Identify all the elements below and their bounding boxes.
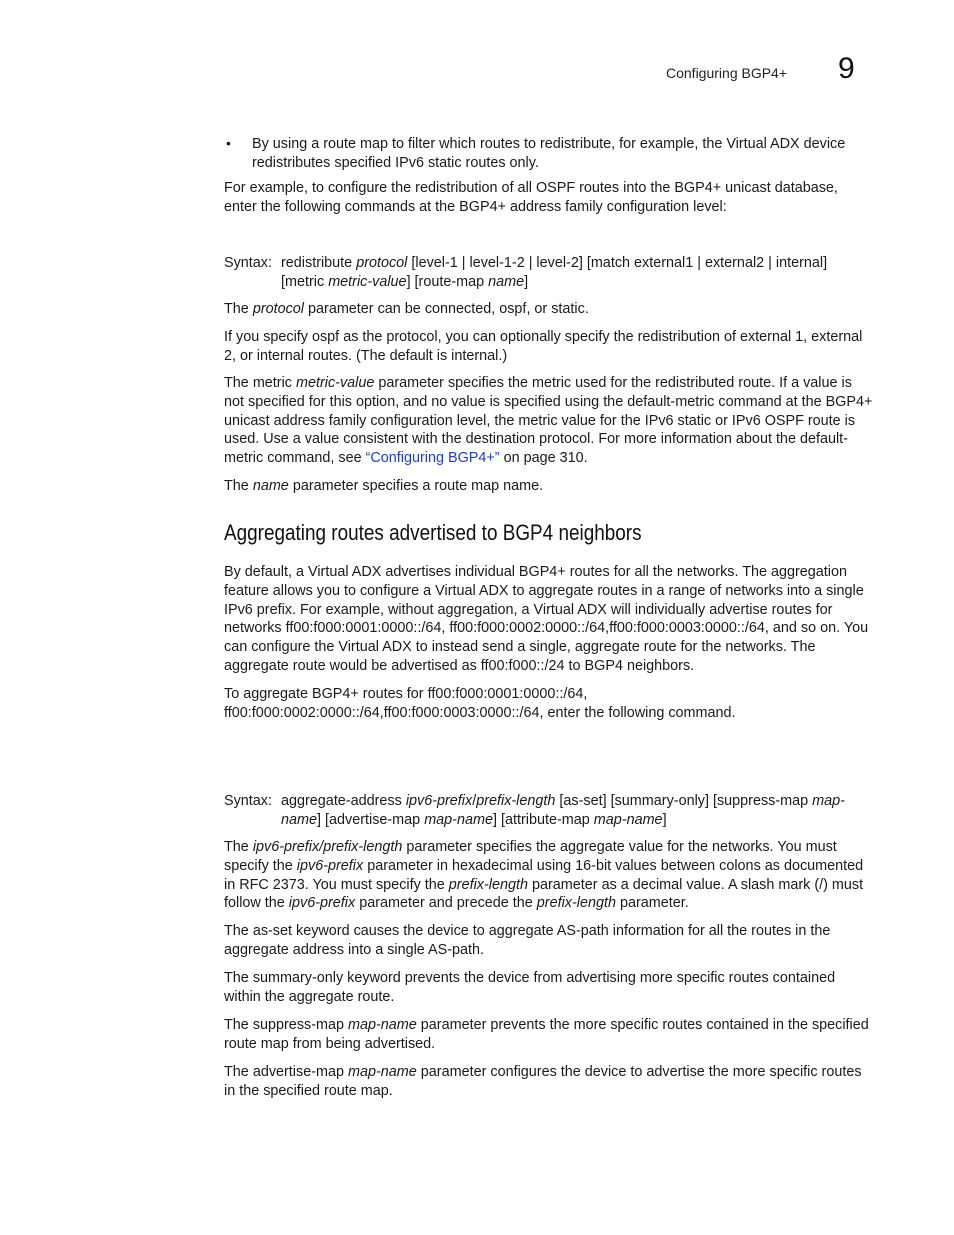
paragraph-advertise-map: The advertise-map map-name parameter configures the device to advertise the more specific routes in the specified route map. <box>224 1064 862 1099</box>
bullet-item: By using a route map to filter which routes to redistribute, for example, the Virtual ADX device redistributes specified IPv6 static routes only. <box>252 136 846 171</box>
syntax-aggregate-address <box>224 792 874 830</box>
configuring-bgp4-link[interactable]: “Configuring BGP4+” <box>365 450 500 467</box>
syntax-label: Syntax: <box>224 255 272 271</box>
paragraph-to-aggregate: To aggregate BGP4+ routes for ff00:f000:0001:0000::/64, ff00:f000:0002:0000::/64,ff00:f000:0003:0000::/64, enter the following command. <box>224 686 736 721</box>
paragraph-ospf: If you specify ospf as the protocol, you can optionally specify the redistribution of external 1, external 2, or internal routes. (The default is internal.) <box>224 329 863 364</box>
paragraph-metric: The metric metric-value parameter specifies the metric used for the redistributed route. If a value is not specified for this option, and no value is specified using the default-metric command at the BGP4+ unicast address family configuration level, the metric value for the IPv6 static or IPv6 OSPF route is used. Use a value consistent with the destination protocol. For more information about the default-metric command, see “Configuring BGP4+” on page 310. <box>224 375 873 467</box>
syntax-label: Syntax: <box>224 793 272 809</box>
running-header-title: Configuring BGP4+ <box>666 65 788 81</box>
paragraph-protocol: The protocol parameter can be connected, ospf, or static. <box>224 301 589 317</box>
syntax-body: redistribute protocol [level-1 | level-1-2 | level-2] [match external1 | external2 | internal] [metric metric-value] [route-map name] <box>281 255 828 290</box>
paragraph-as-set: The as-set keyword causes the device to aggregate AS-path information for all the routes in the aggregate address into a single AS-path. <box>224 923 831 958</box>
chapter-number: 9 <box>838 52 855 85</box>
paragraph-default: By default, a Virtual ADX advertises individual BGP4+ routes for all the networks. The aggregation feature allows you to configure a Virtual ADX to aggregate routes in a range of networks into a single IPv6 prefix. For example, without aggregation, a Virtual ADX will individually advertise routes for networks ff00:f000:0001:0000::/64, ff00:f000:0002:0000::/64,ff00:f000:0003:0000::/64, and so on. You can configure the Virtual ADX to instead send a single, aggregate route for the networks. The aggregate route would be advertised as ff00:f000::/24 to BGP4 neighbors. <box>224 564 869 674</box>
paragraph-summary-only: The summary-only keyword prevents the device from advertising more specific routes contained within the aggregate route. <box>224 970 836 1005</box>
section-heading: Aggregating routes advertised to BGP4 neighbors <box>224 520 642 545</box>
bullet-dot-icon: • <box>226 135 231 151</box>
paragraph-name: The name parameter specifies a route map name. <box>224 478 544 494</box>
paragraph-suppress-map: The suppress-map map-name parameter prevents the more specific routes contained in the specified route map from being advertised. <box>224 1017 869 1052</box>
paragraph-ipv6-prefix: The ipv6-prefix/prefix-length parameter specifies the aggregate value for the networks. You must specify the ipv6-prefix parameter in hexadecimal using 16-bit values between colons as documented in RFC 2373. You must specify the prefix-length parameter as a decimal value. A slash mark (/) must follow the ipv6-prefix parameter and precede the prefix-length parameter. <box>224 839 864 912</box>
syntax-redistribute <box>224 254 874 292</box>
syntax-body: aggregate-address ipv6-prefix/prefix-length [as-set] [summary-only] [suppress-map map-name] [advertise-map map-name] [attribute-map map-name] <box>281 793 845 828</box>
paragraph-example: For example, to configure the redistribution of all OSPF routes into the BGP4+ unicast database, enter the following commands at the BGP4+ address family configuration level: <box>224 180 838 215</box>
